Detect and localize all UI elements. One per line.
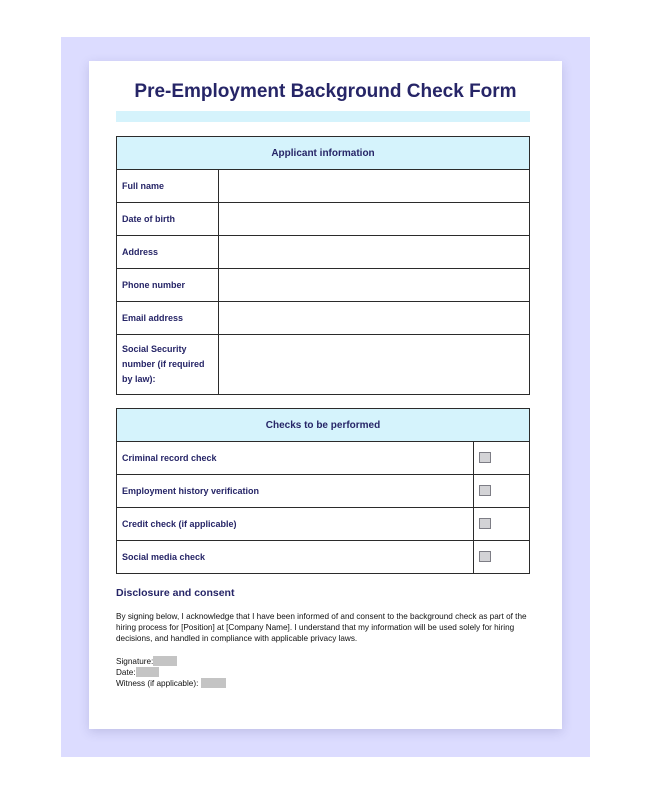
- table-row: [117, 236, 530, 269]
- table-row: [117, 203, 530, 236]
- date-label: Date:: [116, 667, 136, 677]
- field-label: Full name: [117, 170, 219, 203]
- signature-label: Signature:: [116, 656, 154, 666]
- check-label: Credit check (if applicable): [117, 508, 474, 541]
- table-row: [117, 442, 530, 475]
- table-row: [117, 302, 530, 335]
- table-row: [117, 508, 530, 541]
- full-name-field[interactable]: [219, 170, 530, 203]
- applicant-information-table: [116, 136, 530, 395]
- table-row: [117, 541, 530, 574]
- field-label: Date of birth: [117, 203, 219, 236]
- disclosure-text: By signing below, I acknowledge that I have been informed of and consent to the background check as part of the hiring process for [Position] at [Company Name]. I understand that my information will be used solely for hiring decisions, and handled in compliance with applicable privacy laws.: [116, 612, 527, 643]
- check-label: Criminal record check: [117, 442, 474, 475]
- criminal-record-checkbox[interactable]: [479, 452, 491, 463]
- date-field[interactable]: [136, 667, 159, 677]
- email-address-field[interactable]: [219, 302, 530, 335]
- check-label: Social media check: [117, 541, 474, 574]
- witness-label: Witness (if applicable):: [116, 678, 199, 688]
- field-label: Phone number: [117, 269, 219, 302]
- table-row: [117, 170, 530, 203]
- table-row: [117, 335, 530, 395]
- employment-history-checkbox[interactable]: [479, 485, 491, 496]
- date-of-birth-field[interactable]: [219, 203, 530, 236]
- document-page: [89, 61, 562, 729]
- field-label: Social Security number (if required by law):: [117, 335, 219, 395]
- checks-table: [116, 408, 530, 574]
- date-line: [116, 667, 159, 677]
- table-row: [117, 269, 530, 302]
- witness-line: [116, 678, 226, 688]
- title-underline-bar: [116, 111, 530, 122]
- signature-line: [116, 656, 177, 666]
- social-media-checkbox[interactable]: [479, 551, 491, 562]
- address-field[interactable]: [219, 236, 530, 269]
- form-title: Pre-Employment Background Check Form: [134, 81, 517, 102]
- signature-field[interactable]: [153, 656, 177, 666]
- table-row: [117, 475, 530, 508]
- field-label: Address: [117, 236, 219, 269]
- checks-heading: Checks to be performed: [117, 409, 530, 442]
- phone-number-field[interactable]: [219, 269, 530, 302]
- witness-field[interactable]: [201, 678, 226, 688]
- credit-check-checkbox[interactable]: [479, 518, 491, 529]
- social-security-field[interactable]: [219, 335, 530, 395]
- check-label: Employment history verification: [117, 475, 474, 508]
- applicant-information-heading: Applicant information: [117, 137, 530, 170]
- field-label: Email address: [117, 302, 219, 335]
- disclosure-heading: Disclosure and consent: [116, 587, 235, 599]
